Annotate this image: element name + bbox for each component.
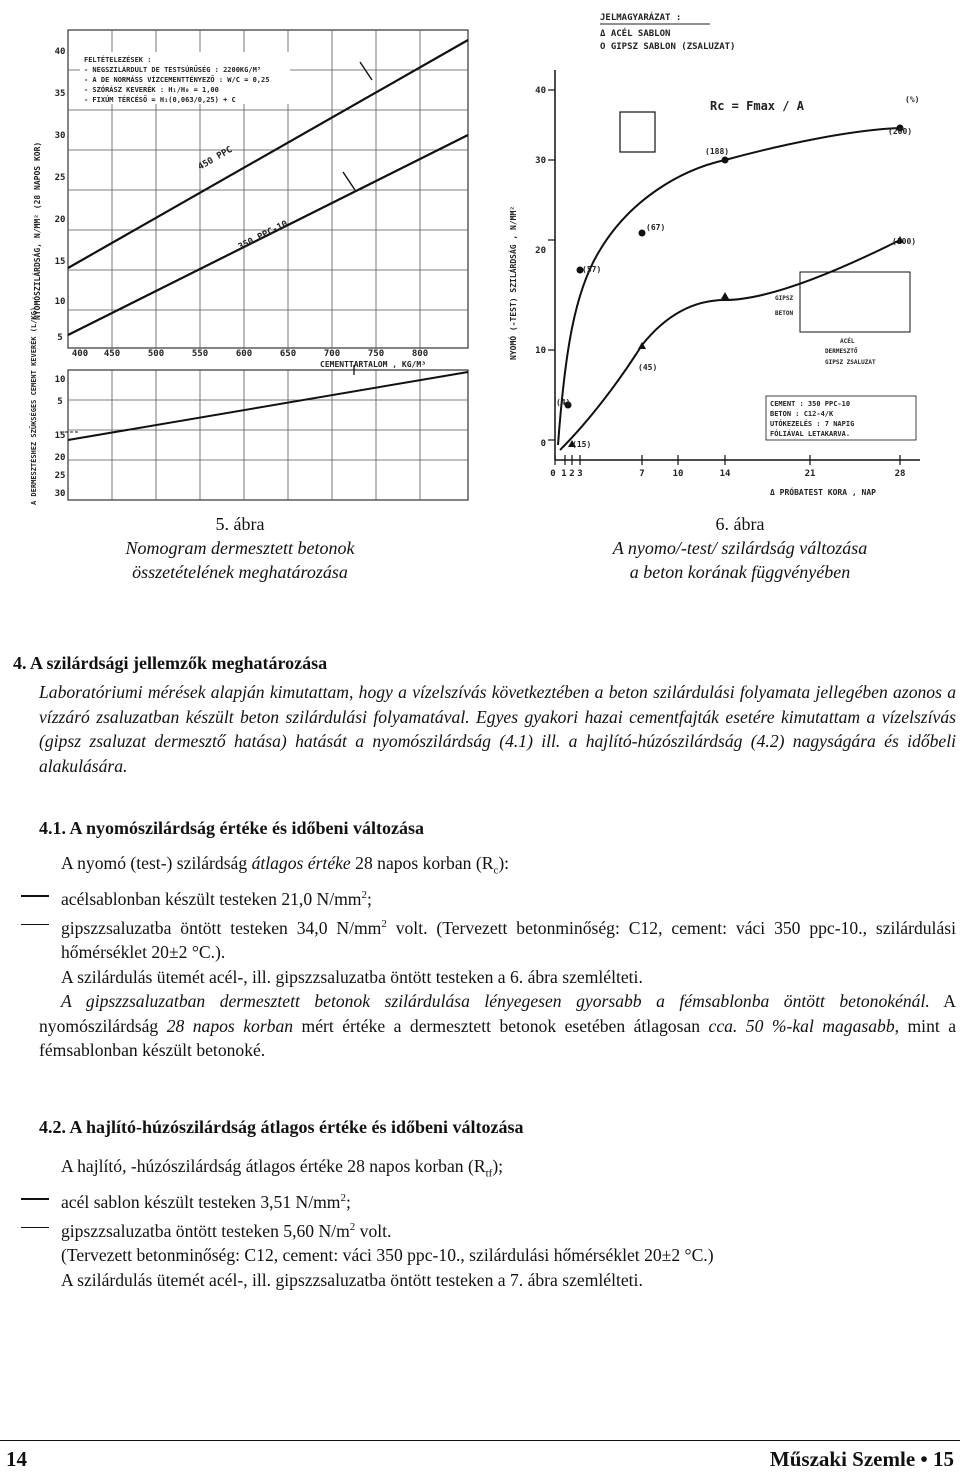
lower-tick: 25 — [54, 471, 66, 481]
intro-text-2: Egyes gyakori hazai cementfajták esetére kimutattam a vízelszívás (gipsz zsaluzat dermesztő hatása) hatását a nyomószilárdság (4.1) ill. a hajlító-húzószilárdság (4.2) nagyságára és időbeli alakulására. — [39, 706, 956, 776]
legend-line: - A DE NORMÁSS VÍZCEMENTTÉNYEZŐ : W/C = 0,25 — [84, 76, 270, 84]
nomogram-svg — [0, 0, 480, 505]
point-label: (100) — [892, 237, 917, 246]
legend-item-gypsum: O GIPSZ SABLON (ZSALUZAT) — [600, 42, 736, 52]
legend-line: - SZÓRÁSZ KEVERÉK : H₁/H₀ = 1,00 — [84, 86, 219, 94]
x-tick: 0 — [550, 469, 556, 479]
y-axis-label: NYOMÓSZILÁRDSÁG, N/MM² (28 NAPOS KOR) — [33, 141, 42, 320]
x-tick: 14 — [719, 469, 731, 479]
inset-label: DERMESZTŐ — [825, 348, 858, 355]
point-label: (188) — [705, 147, 730, 156]
y-tick: 40 — [535, 86, 546, 96]
x-tick: 500 — [147, 349, 165, 359]
lower-tick: 15 — [54, 431, 66, 441]
list-item-steel: acélsablonban készült testeken 21,0 $N/mm^2$; — [39, 883, 956, 911]
y-tick: 25 — [54, 173, 66, 183]
y-tick: 0 — [540, 439, 546, 449]
point-label: (4) — [556, 398, 571, 407]
point-label: (67) — [646, 223, 666, 232]
x-tick: 10 — [672, 469, 684, 479]
formula: Rc = Fmax / A — [710, 99, 804, 113]
line-parenthetical: (Tervezett betonminőség: C12, cement: váci 350 ppc-10., szilárdulási hőmérséklet 20±2 °C.) — [61, 1245, 714, 1266]
y-tick: 15 — [54, 257, 66, 267]
legend-line: - FIXÚM TÉRCÉSŐ = H₁(0,063/0,25) + C — [84, 96, 236, 104]
info-line: CEMENT : 350 PPC-10 — [770, 400, 851, 408]
label-450-ppc: 450 PPC — [196, 144, 235, 173]
point-label: (15) — [572, 440, 592, 449]
x-axis-label: CEMENTTARTALOM , KG/M³ — [320, 360, 426, 369]
caption-number: 6. ábra — [715, 514, 765, 534]
subsection-4-2-heading: 4.2. A hajlító-húzószilárdság átlagos értéke és időbeni változása — [39, 1117, 524, 1137]
x-tick: 800 — [411, 349, 429, 359]
point-label: (200) — [888, 127, 913, 136]
x-tick: 550 — [191, 349, 209, 359]
x-tick: 650 — [279, 349, 297, 359]
inset-label: GIPSZ ZSALUZAT — [825, 359, 876, 366]
caption-line: összetételének meghatározása — [132, 562, 348, 582]
lower-axis-label: A DERMESZTÉSHEZ SZÜKSÉGES CEMENT KEVERÉK (L/KG) — [30, 306, 38, 505]
list-item-gypsum: gipszzsaluzatba öntött testeken 34,0 $N/mm^2$ volt. (Tervezett betonminőség: C12, cement: váci 350 ppc-10., szilárdulási hőmérséklet 20±2 °C.). — [39, 912, 956, 965]
legend-title: JELMAGYARÁZAT : — [600, 13, 682, 23]
caption-line: A nyomo/-test/ szilárdság változása — [612, 538, 868, 558]
y-tick: 30 — [54, 131, 66, 141]
label-350-ppc-10: 350 PPC-10 — [236, 219, 290, 253]
percent-label: (%) — [905, 95, 920, 104]
legend-line: - NEGSZILÁRDULT DE TESTSÚRŰSÉG : 2200KG/M³ — [84, 66, 262, 74]
section-intro-paragraph — [39, 680, 956, 778]
y-tick: 20 — [54, 215, 66, 225]
x-tick: 3 — [577, 469, 583, 479]
line-rate: A szilárdulás ütemét acél-, ill. gipszzsaluzatba öntött testeken a 7. ábra szemlélteti. — [61, 1269, 643, 1290]
y-tick: 5 — [57, 333, 63, 343]
inset-label: ACÉL — [840, 338, 855, 345]
x-tick: 28 — [894, 469, 906, 479]
x-tick: 21 — [804, 469, 816, 479]
x-axis-label: Δ PRÓBATEST KORA , NAP — [770, 488, 876, 497]
x-tick: 1 — [561, 469, 567, 479]
legend-item-steel: Δ ACÉL SABLON — [600, 29, 671, 39]
page-footer — [0, 1440, 960, 1471]
y-tick: 40 — [54, 47, 66, 57]
figure-5-caption — [60, 512, 420, 584]
list-item-steel: acél sablon készült testeken 3,51 $N/mm^2$; — [39, 1186, 956, 1214]
figure-6-caption — [540, 512, 940, 584]
strength-chart-svg — [509, 0, 960, 505]
subsection-4-1-heading: 4.1. A nyomószilárdság értéke és időbeni változása — [39, 818, 424, 838]
y-tick: 35 — [54, 89, 66, 99]
x-tick: 400 — [71, 349, 89, 359]
caption-number: 5. ábra — [215, 514, 265, 534]
y-tick: 10 — [535, 346, 546, 356]
info-line: UTÓKEZELÉS : 7 NAPIG — [770, 420, 855, 428]
line-average-value: A nyomó (test-) szilárdság átlagos értéke 28 napos korban $(R_c)$: — [61, 853, 510, 877]
x-tick: 2 — [569, 469, 575, 479]
subsection-4-1-body — [39, 851, 956, 1063]
legend-line: FELTÉTELEZÉSEK : — [84, 56, 152, 64]
caption-line: Nomogram dermesztett betonok — [125, 538, 355, 558]
info-line: BETON : C12-4/K — [770, 410, 834, 418]
section-heading: 4. A szilárdsági jellemzők meghatározása — [13, 653, 328, 673]
y-tick: 30 — [535, 156, 546, 166]
lower-tick: 30 — [54, 489, 66, 499]
y-axis-label: NYOMÓ (-TEST) SZILÁRDSÁG , N/MM² — [509, 205, 518, 360]
line-average-value: A hajlító, -húzószilárdság átlagos értéke 28 napos korban $(R_{tf})$; — [61, 1156, 504, 1180]
page-number-right: Műszaki Szemle • 15 — [769, 1447, 954, 1471]
intro-text: Laboratóriumi mérések alapján kimutattam, hogy a vízelszívás következtében a beton szilárdulási folyamata jellegében azonos a vízzáró zsaluzatban készült beton szilárdulási folyamatával. — [39, 682, 956, 727]
y-tick: 20 — [535, 246, 546, 256]
line-rate: A szilárdulás ütemét acél-, ill. gipszzsaluzatba öntött testeken a 6. ábra szemlélteti. — [61, 966, 643, 987]
inset-label: BETON — [775, 310, 794, 317]
figure-6-strength-chart — [509, 0, 960, 505]
lower-tick: 20 — [54, 453, 66, 463]
x-tick: 450 — [103, 349, 121, 359]
figure-5-nomogram — [0, 0, 480, 505]
conclusion-paragraph: A gipszzsaluzatban dermesztett betonok szilárdulása lényegesen gyorsabb a fémsablonba öntött betonokénál. A nyomószilárdság 28 napos korban mért értéke a dermesztett betonok esetében átlagosan cca. 50 %-kal magasabb, mint a fémsablonban készült betonoké. — [39, 991, 957, 1061]
subsection-4-2-body — [39, 1154, 956, 1292]
lower-tick: 10 — [54, 375, 66, 385]
point-label: (57) — [582, 265, 602, 274]
y-tick: 10 — [54, 297, 66, 307]
info-line: FÓLIÁVAL LETAKARVA. — [770, 430, 851, 438]
x-tick: 750 — [367, 349, 385, 359]
caption-line: a beton korának függvényében — [629, 562, 851, 582]
page-number-left: 14 — [6, 1447, 27, 1471]
point-label: (45) — [638, 363, 658, 372]
x-tick: 700 — [323, 349, 341, 359]
inset-label: GIPSZ — [775, 295, 794, 302]
x-tick: 7 — [639, 469, 645, 479]
x-tick: 600 — [235, 349, 253, 359]
lower-tick: 5 — [57, 397, 63, 407]
list-item-gypsum: gipszzsaluzatba öntött testeken 5,60 $N/m^2$ volt. — [39, 1215, 956, 1243]
